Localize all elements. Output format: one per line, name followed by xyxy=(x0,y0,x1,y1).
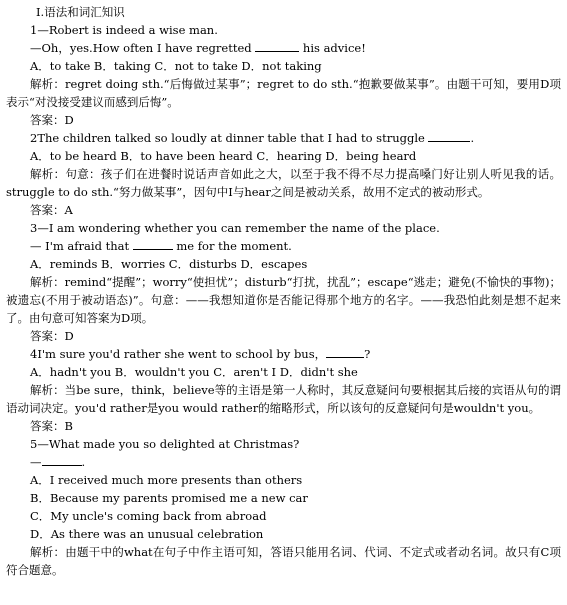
answer-blank xyxy=(255,39,299,52)
question-2-answer: 答案：A xyxy=(30,203,73,217)
question-3-analysis: 解析：remind“提醒”；worry“使担忧”；disturb“打扰，扰乱”；escape“逃走；避免(不愉快的事物)；被遗忘(不用于被动语态)”。句意：——我想知道你是否能记得那个地方的名字。——我恐怕此刻是想不起来了。由句意可知答案为D项。 xyxy=(6,275,561,325)
answer-blank xyxy=(42,453,82,466)
question-5-stem: 5—What made you so delighted at Christmas? xyxy=(30,437,300,451)
question-3-stem: 3—I am wondering whether you can remember the name of the place. xyxy=(30,221,440,235)
question-1-options: A．to take B．taking C．not to take D．not taking xyxy=(30,59,322,73)
question-5-option-b: B．Because my parents promised me a new car xyxy=(30,491,308,505)
question-4-options: A．hadn't you B．wouldn't you C．aren't I D．didn't she xyxy=(30,365,358,379)
question-2-options: A．to be heard B．to have been heard C．hearing D．being heard xyxy=(30,149,417,163)
answer-blank xyxy=(326,345,364,358)
question-1-analysis: 解析：regret doing sth.“后悔做过某事”；regret to do sth.“抱歉要做某事”。由题干可知，要用D项表示“对没接受建议而感到后悔”。 xyxy=(6,77,561,109)
question-5-reply: — . xyxy=(30,455,86,469)
question-4-stem: 4I'm sure you'd rather she went to school by bus， ? xyxy=(30,347,371,361)
question-5-option-a: A．I received much more presents than others xyxy=(30,473,303,487)
question-2-analysis: 解析：句意：孩子们在进餐时说话声音如此之大，以至于我不得不尽力提高嗓门好让别人听见我的话。struggle to do sth.“努力做某事”，因句中I与hear之间是被动关系，故用不定式的被动形式。 xyxy=(6,167,561,199)
question-3-answer: 答案：D xyxy=(30,329,74,343)
question-4-answer: 答案：B xyxy=(30,419,73,433)
question-3-reply: — I'm afraid that me for the moment. xyxy=(30,239,292,253)
question-5-option-d: D．As there was an unusual celebration xyxy=(30,527,264,541)
question-1-answer: 答案：D xyxy=(30,113,74,127)
question-3-options: A．reminds B．worries C．disturbs D．escapes xyxy=(30,257,308,271)
question-2-stem: 2The children talked so loudly at dinner table that I had to struggle . xyxy=(30,131,475,145)
question-5-option-c: C．My uncle's coming back from abroad xyxy=(30,509,267,523)
question-5-analysis: 解析：由题干中的what在句子中作主语可知，答语只能用名词、代词、不定式或者动名词。故只有C项符合题意。 xyxy=(6,545,561,577)
question-1-stem: 1—Robert is indeed a wise man. xyxy=(30,23,218,37)
section-title: Ⅰ.语法和词汇知识 xyxy=(36,5,125,19)
answer-blank xyxy=(133,237,173,250)
answer-blank xyxy=(428,129,470,142)
question-4-analysis: 解析：当be sure，think，believe等的主语是第一人称时，其反意疑问句要根据其后接的宾语从句的谓语动词决定。you'd rather是you would rather的缩略形式，所以该句的反意疑问句是wouldn't you。 xyxy=(6,383,561,415)
question-1-reply: —Oh，yes.How often I have regretted his advice! xyxy=(30,41,366,55)
